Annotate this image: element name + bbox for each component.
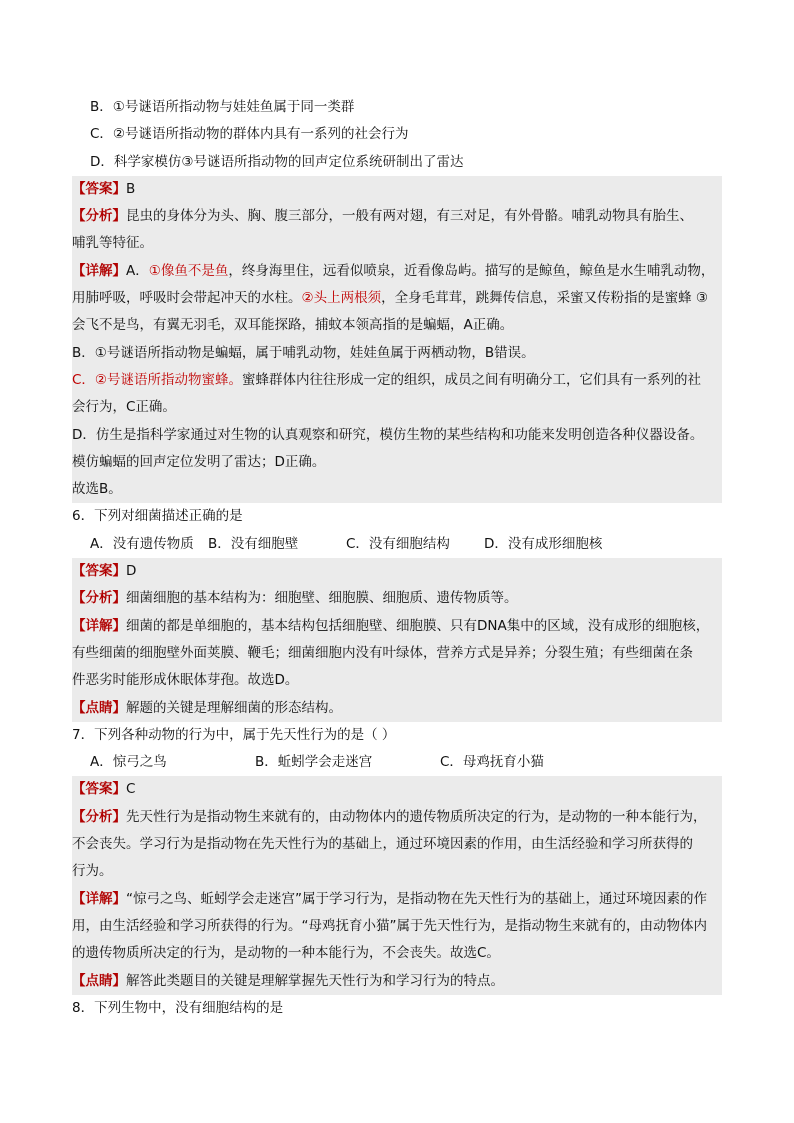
q5-analysis-line-1 [72,203,722,230]
q5-detail-c-1 [72,367,722,394]
q6-detail-line-3: 件恶劣时能形成休眠体芽孢。故选D。 [72,672,299,689]
q6-analysis-text: 细菌细胞的基本结构为：细胞壁、细胞膜、细胞质、遗传物质等。 [126,590,518,607]
document-page [72,94,722,1022]
q7-option-b: B．蚯蚓学会走迷宫 [255,754,373,771]
q6-stem: 6．下列对细菌描述正确的是 [72,508,243,525]
q7-comment-line [72,968,722,995]
q5-detail-a-text: ，终身海里住，远看似喷泉，近看像岛屿。描写的是鲸鱼，鲸鱼是水生哺乳动物， [228,262,715,279]
q5-detail-c-text: 蜜蜂群体内往往形成一定的组织，成员之间有明确分工，它们具有一系列的社 [242,371,702,388]
q6-solution-box [72,558,722,722]
q5-detail-line-2 [72,285,722,312]
q6-comment-line [72,695,722,722]
q7-analysis-text-1: 先天性行为是指动物生来就有的，由动物体内的遗传物质所决定的行为，是动物的一种本能行为， [126,808,707,825]
q5-answer-line [72,176,722,203]
q5-conclusion: 故选B。 [72,481,122,498]
q7-answer: C [126,781,136,798]
q5-detail-c-2: 会行为，C正确。 [72,399,176,416]
q5-solution-box [72,176,722,504]
q7-analysis-line-2: 不会丧失。学习行为是指动物在先天性行为的基础上，通过环境因素的作用，由生活经验和学习所获得的 [72,836,693,853]
q5-detail-a2-text: 用肺呼吸，呼吸时会带起冲天的水柱。 [72,290,302,307]
q7-detail-line-2: 用，由生活经验和学习所获得的行为。“母鸡抚育小猫”属于先天性行为，是指动物生来就有的，由动物体内 [72,917,707,934]
q5-analysis-text-1: 昆虫的身体分为头、胸、腹三部分，一般有两对翅，有三对足，有外骨骼。哺乳动物具有胎生、 [126,208,693,225]
q5-option-b: B．①号谜语所指动物与娃娃鱼属于同一类群 [90,99,355,115]
q5-detail-d-2: 模仿蝙蝠的回声定位发明了雷达；D正确。 [72,453,326,470]
q6-option-d: D．没有成形细胞核 [484,535,603,552]
q6-option-c: C．没有细胞结构 [346,535,450,552]
q7-option-a: A．惊弓之鸟 [90,754,167,771]
q6-detail-line-2: 有些细菌的细胞壁外面荚膜、鞭毛；细菌细胞内没有叶绿体，营养方式是异养；分裂生殖；有些细菌在条 [72,644,693,661]
q7-option-c: C．母鸡抚育小猫 [440,754,544,771]
analysis-tag: 【分析】 [72,808,126,825]
q7-detail-line-3: 的遗传物质所决定的行为，是动物的一种本能行为，不会丧失。故选C。 [72,945,500,962]
q7-comment-text: 解答此类题目的关键是理解掌握先天性行为和学习行为的特点。 [126,972,504,989]
q5-detail-b: B．①号谜语所指动物是蝙蝠，属于哺乳动物，娃娃鱼属于两栖动物，B错误。 [72,344,535,361]
detail-tag: 【详解】 [72,890,126,907]
q6-analysis-line [72,585,722,612]
analysis-tag: 【分析】 [72,590,126,607]
answer-tag: 【答案】 [72,180,126,197]
q7-answer-line [72,776,722,803]
q6-options [72,531,722,558]
q5-detail-a-highlight: ①像鱼不是鱼 [148,262,229,279]
comment-tag: 【点睛】 [72,972,126,989]
q6-option-b: B．没有细胞壁 [208,535,299,552]
detail-tag: 【详解】 [72,262,126,279]
comment-tag: 【点睛】 [72,699,126,716]
q7-solution-box [72,776,722,994]
q7-stem: 7．下列各种动物的行为中，属于先天性行为的是（ ） [72,726,396,743]
q7-analysis-line-3: 行为。 [72,863,113,880]
q6-option-a: A．没有遗传物质 [90,535,194,552]
q6-detail-line-1 [72,613,722,640]
q5-detail-line-3: 会飞不是鸟，有翼无羽毛，双耳能探路，捕蚊本领高指的是蝙蝠，A正确。 [72,317,514,334]
q7-options [72,749,722,776]
detail-tag: 【详解】 [72,617,126,634]
answer-tag: 【答案】 [72,781,126,798]
q7-detail-line-1 [72,886,722,913]
q5-analysis-line-2: 哺乳等特征。 [72,235,153,252]
q5-detail-a2-post: ，全身毛茸茸，跳舞传信息，采蜜又传粉指的是蜜蜂 ③ [381,290,709,307]
q7-detail-text-1: “惊弓之鸟、蚯蚓学会走迷宫”属于学习行为，是指动物在先天性行为的基础上，通过环境因素的作 [126,890,707,907]
q5-option-d: D．科学家模仿③号谜语所指动物的回声定位系统研制出了雷达 [90,153,464,170]
q6-comment-text: 解题的关键是理解细菌的形态结构。 [126,699,342,716]
q5-detail-c-highlight: C．②号谜语所指动物蜜蜂。 [72,371,243,388]
q5-detail-a2-highlight: ②头上两根须 [301,290,382,307]
q8-stem: 8．下列生物中，没有细胞结构的是 [72,999,284,1016]
q6-answer: D [126,563,137,580]
q5-detail-a-label: A． [126,262,149,279]
q5-answer: B [126,180,136,197]
q6-answer-line [72,558,722,585]
q5-detail-line-1 [72,258,722,285]
analysis-tag: 【分析】 [72,208,126,225]
q6-detail-text-1: 细菌的都是单细胞的，基本结构包括细胞壁、细胞膜、只有DNA集中的区域，没有成形的细胞核， [126,617,710,634]
answer-tag: 【答案】 [72,563,126,580]
q5-option-c: C．②号谜语所指动物的群体内具有一系列的社会行为 [90,126,409,143]
q7-analysis-line-1 [72,804,722,831]
q5-detail-d-1: D．仿生是指科学家通过对生物的认真观察和研究，模仿生物的某些结构和功能来发明创造各种仪器设备。 [72,426,704,443]
